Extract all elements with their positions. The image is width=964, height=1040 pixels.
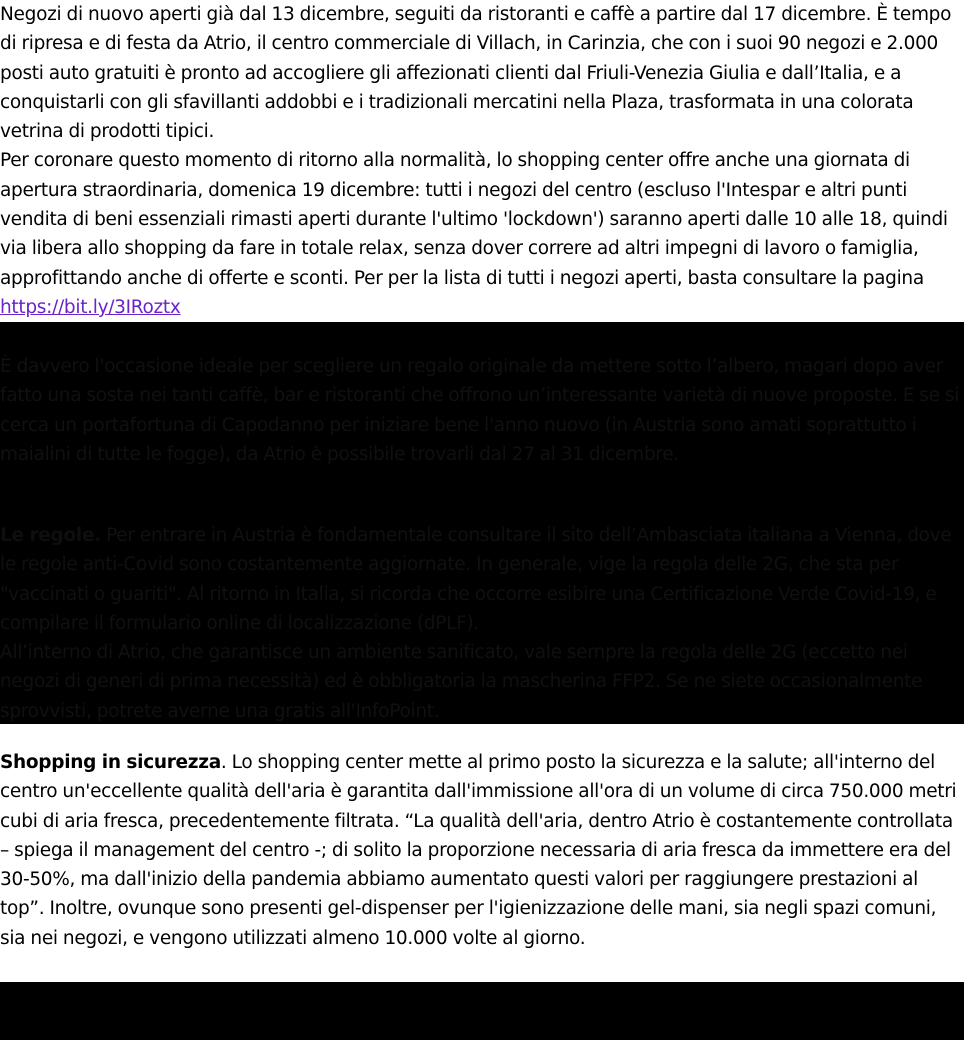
safety-paragraph — [0, 748, 964, 953]
dark-content-block — [0, 322, 964, 724]
rules-paragraph — [0, 521, 964, 638]
atrio-rules-paragraph: All’interno di Atrio, che garantisce un ambiente sanificato, vale sempre la regola delle 2G (eccetto nei negozi di generi di prima necessità) ed è obbligatoria la mascherina FFP2. Se ne siete occasionalmente sprovvisti, potrete averne una gratis all'InfoPoint. — [0, 642, 923, 722]
intro-section — [0, 0, 964, 322]
shop-list-link[interactable]: https://bit.ly/3IRoztx — [0, 296, 181, 318]
safety-section — [0, 748, 964, 953]
intro-paragraph-2 — [0, 146, 964, 322]
intro-paragraph-1: Negozi di nuovo aperti già dal 13 dicembre, seguiti da ristoranti e caffè a partire dal 17 dicembre. È tempo di ripresa e di festa da Atrio, il centro commerciale di Villach, in Carinzia, che con i suoi 90 negozi e 2.000 posti auto gratuiti è pronto ad accogliere gli affezionati clienti dal Friuli-Venezia Giulia e dall’Italia, e a conquistarli con gli sfavillanti addobbi e i tradizionali mercatini nella Plaza, trasformata in una colorata vetrina di prodotti tipici. — [0, 4, 952, 143]
rules-heading: Le regole. — [0, 525, 101, 546]
safety-heading: Shopping in sicurezza — [0, 752, 221, 773]
gift-paragraph: È davvero l'occasione ideale per scegliere un regalo originale da mettere sotto l’albero, magari dopo aver fatto una sosta nei tanti caffè, bar e ristoranti che offrono un’interessante varietà di nuove proposte. E se si cerca un portafortuna di Capodanno per iniziare bene l'anno nuovo (in Austria sono amati soprattutto i maialini di tutte le fogge), da Atrio è possibile trovarli dal 27 al 31 dicembre. — [0, 356, 960, 465]
bottom-black-bar — [0, 982, 964, 1040]
safety-text: . Lo shopping center mette al primo posto la sicurezza e la salute; all'interno del centro un'eccellente qualità dell'aria è garantita dall'immissione all'ora di un volume di circa 750.000 metri cubi di aria fresca, precedentemente filtrata. “La qualità dell'aria, dentro Atrio è costantemente controllata – spiega il management del centro -; di solito la proporzione necessaria di aria fresca da immettere era del 30-50%, ma dall'inizio della pandemia abbiamo aumentato questi valori per raggiungere prestazioni al top”. Inoltre, ovunque sono presenti gel-dispenser per l'igienizzazione delle mani, sia negli spazi comuni, sia nei negozi, e vengono utilizzati almeno 10.000 volte al giorno. — [0, 752, 957, 949]
rules-text: Per entrare in Austria è fondamentale consultare il sito dell’Ambasciata italiana a Vienna, dove le regole anti-Covid sono costantemente aggiornate. In generale, vige la regola delle 2G, che sta per "vaccinati o guariti". Al ritorno in Italia, si ricorda che occorre esibire una Certificazione Verde Covid-19, e compilare il formulario online di localizzazione (dPLF). — [0, 525, 952, 634]
intro-paragraph-2-text: Per coronare questo momento di ritorno alla normalità, lo shopping center offre anche una giornata di apertura straordinaria, domenica 19 dicembre: tutti i negozi del centro (escluso l'Intespar e altri punti vendita di beni essenziali rimasti aperti durante l'ultimo 'lockdown') saranno aperti dalle 10 alle 18, quindi via libera allo shopping da fare in totale relax, senza dover correre ad altri impegni di lavoro o famiglia, approfittando anche di offerte e sconti. Per per la lista di tutti i negozi aperti, basta consultare la pagina — [0, 150, 948, 289]
